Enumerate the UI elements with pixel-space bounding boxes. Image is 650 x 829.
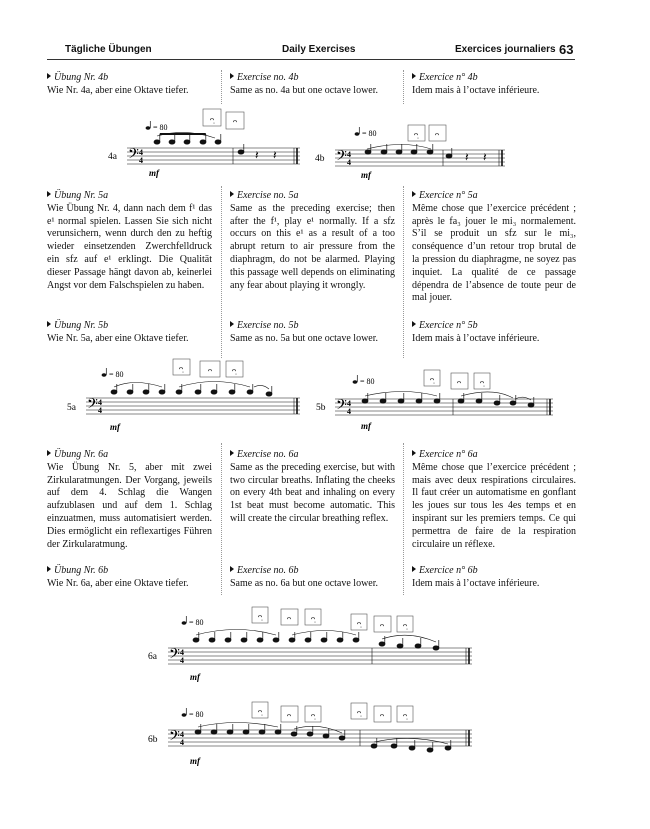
exercise-text: Wie Nr. 5a, aber eine Oktave tiefer. xyxy=(47,332,189,344)
tempo-marking xyxy=(182,708,204,719)
score-5a xyxy=(64,358,304,434)
exercise-text: Wie Nr. 6a, aber eine Oktave tiefer. xyxy=(47,577,189,589)
column-divider xyxy=(403,186,404,358)
header-french-title: Exercices journaliers xyxy=(455,44,556,55)
svg-text:ᴖ̣: ᴖ̣ xyxy=(232,366,236,375)
svg-text:mf: mf xyxy=(149,168,159,178)
svg-text:4: 4 xyxy=(347,399,351,408)
svg-text:𝄢: 𝄢 xyxy=(169,728,180,747)
exercise-title: Exercise no. 6b xyxy=(237,565,299,576)
svg-text:= 80: = 80 xyxy=(362,129,377,138)
column-divider xyxy=(403,70,404,104)
svg-text:4: 4 xyxy=(139,156,143,165)
exercise-5a-french xyxy=(412,190,576,305)
svg-text:4: 4 xyxy=(98,406,102,415)
page-number: 63 xyxy=(559,42,574,57)
play-marker-icon xyxy=(230,450,234,456)
svg-text:ᴖ̣: ᴖ̣ xyxy=(258,612,262,621)
play-marker-icon xyxy=(230,73,234,79)
svg-text:ᴖ̣: ᴖ̣ xyxy=(210,115,214,124)
svg-text:mf: mf xyxy=(190,756,200,766)
tempo-marking xyxy=(102,368,124,379)
running-header xyxy=(47,44,575,60)
column-divider xyxy=(221,443,222,595)
svg-text:4a: 4a xyxy=(108,152,117,162)
exercise-5a-english xyxy=(230,190,395,292)
svg-text:𝄢: 𝄢 xyxy=(87,396,98,415)
exercise-title: Exercise no. 4b xyxy=(237,72,299,83)
tempo-marking xyxy=(355,127,377,138)
svg-text:𝄢: 𝄢 xyxy=(336,148,347,167)
exercise-text: Idem mais à l’octave inférieure. xyxy=(412,84,540,96)
exercise-6b-french xyxy=(412,565,576,591)
exercise-text: Wie Übung Nr. 4, dann nach dem f¹ das e¹ normal spielen. Lassen Sie sich nicht verunsichern, wenn durch den zu heftig wieder einsetzenden Zwerchfelldruck ein sfz auf e¹ erklingt. Die Qualität dieser Passage hängt davon ab, keinerlei Angst vor dem Falschspielen zu haben. xyxy=(47,202,212,291)
header-english-title: Daily Exercises xyxy=(282,44,356,55)
play-marker-icon xyxy=(47,73,51,79)
exercise-5a-german xyxy=(47,190,212,292)
score-4b xyxy=(313,120,513,182)
header-rule xyxy=(47,59,575,60)
svg-text:4: 4 xyxy=(180,656,184,665)
exercise-text: Wie Übung Nr. 5, aber mit zwei Zirkularatmungen. Der Vorgang, jeweils auf dem 4. Schlag die Wangen aufzublasen und auf dem 1. Schlag einzuatmen, muss automatisiert werden. Dies ermöglicht ein reflexartiges Führen der Zirkularatmung. xyxy=(47,461,212,550)
play-marker-icon xyxy=(47,450,51,456)
svg-text:4: 4 xyxy=(347,158,351,167)
exercise-5b-english xyxy=(230,320,395,346)
svg-text:ᴖ̣: ᴖ̣ xyxy=(480,378,484,387)
score-5b xyxy=(313,365,558,435)
exercise-5b-french xyxy=(412,320,576,346)
column-divider xyxy=(403,443,404,595)
exercise-title: Übung Nr. 6b xyxy=(54,565,109,576)
exercise-text: Wie Nr. 4a, aber eine Oktave tiefer. xyxy=(47,84,189,96)
svg-text:𝄢: 𝄢 xyxy=(128,146,139,165)
play-marker-icon xyxy=(47,566,51,572)
svg-text:mf: mf xyxy=(361,170,371,180)
svg-text:𝄢: 𝄢 xyxy=(336,397,347,416)
header-german-title: Tägliche Übungen xyxy=(65,44,152,55)
exercise-title: Exercice n° 6b xyxy=(419,565,478,576)
svg-text:mf: mf xyxy=(110,422,120,432)
exercise-title: Exercice n° 5b xyxy=(419,320,478,331)
svg-text:ᴖ: ᴖ xyxy=(233,117,237,126)
exercise-6b-german xyxy=(47,565,212,591)
svg-text:𝄽: 𝄽 xyxy=(465,150,469,164)
svg-text:𝄽: 𝄽 xyxy=(255,148,259,162)
exercise-title: Übung Nr. 5b xyxy=(54,320,109,331)
svg-text:= 80: = 80 xyxy=(189,618,204,627)
column-divider xyxy=(221,70,222,104)
exercise-title: Übung Nr. 4b xyxy=(54,72,109,83)
svg-text:ᴖ̣: ᴖ̣ xyxy=(414,130,418,139)
svg-text:5a: 5a xyxy=(67,403,76,413)
svg-text:ᴖ̣: ᴖ̣ xyxy=(179,364,183,373)
svg-text:ᴖ: ᴖ xyxy=(287,614,291,623)
svg-text:ᴖ̣: ᴖ̣ xyxy=(258,707,262,716)
score-6b xyxy=(146,700,486,774)
svg-text:ᴖ̣: ᴖ̣ xyxy=(430,375,434,384)
exercise-5b-german xyxy=(47,320,212,346)
svg-text:ᴖ̣: ᴖ̣ xyxy=(311,711,315,720)
svg-text:𝄽: 𝄽 xyxy=(483,150,487,164)
exercise-6a-english xyxy=(230,449,395,526)
exercise-text: Idem mais à l’octave inférieure. xyxy=(412,332,540,344)
svg-text:ᴖ̣: ᴖ̣ xyxy=(403,711,407,720)
tempo-marking xyxy=(146,121,168,132)
exercise-6a-french xyxy=(412,449,576,551)
svg-text:𝄽: 𝄽 xyxy=(273,148,277,162)
score-6a xyxy=(146,606,486,686)
play-marker-icon xyxy=(412,191,416,197)
exercise-text: Same as no. 6a but one octave lower. xyxy=(230,577,379,589)
exercise-4b-english xyxy=(230,72,395,98)
svg-text:4: 4 xyxy=(180,738,184,747)
score-4a xyxy=(105,108,305,180)
play-marker-icon xyxy=(230,321,234,327)
svg-text:= 80: = 80 xyxy=(360,377,375,386)
svg-text:4: 4 xyxy=(180,730,184,739)
svg-text:4: 4 xyxy=(139,148,143,157)
play-marker-icon xyxy=(412,566,416,572)
svg-text:6a: 6a xyxy=(148,652,157,662)
svg-text:ᴖ̣: ᴖ̣ xyxy=(357,708,361,717)
exercise-title: Exercise no. 5a xyxy=(237,190,299,201)
play-marker-icon xyxy=(412,73,416,79)
svg-text:ᴖ: ᴖ xyxy=(435,130,439,139)
svg-text:5b: 5b xyxy=(316,403,326,413)
svg-text:ᴖ̣: ᴖ̣ xyxy=(357,619,361,628)
svg-text:mf: mf xyxy=(190,672,200,682)
exercise-4b-german xyxy=(47,72,212,98)
tempo-marking xyxy=(182,616,204,627)
svg-text:𝄢: 𝄢 xyxy=(169,646,180,665)
exercise-title: Exercise no. 6a xyxy=(237,449,299,460)
exercise-text: Idem mais à l’octave inférieure. xyxy=(412,577,540,589)
exercise-title: Übung Nr. 6a xyxy=(54,449,109,460)
svg-text:ᴖ̣: ᴖ̣ xyxy=(311,614,315,623)
exercise-text: Same as no. 4a but one octave lower. xyxy=(230,84,379,96)
exercise-4b-french xyxy=(412,72,576,98)
play-marker-icon xyxy=(230,191,234,197)
play-marker-icon xyxy=(412,450,416,456)
exercise-title: Exercice n° 5a xyxy=(419,190,478,201)
svg-text:4: 4 xyxy=(347,407,351,416)
exercise-text: Same as the preceding exercise, but with two circular breaths. Inflating the cheeks on every 4th beat and inhaling on every 1st beat must become automatic. This will create the circular breathing reflex. xyxy=(230,461,395,524)
exercise-title: Übung Nr. 5a xyxy=(54,190,109,201)
svg-text:ᴖ̣: ᴖ̣ xyxy=(403,621,407,630)
svg-text:4: 4 xyxy=(180,648,184,657)
play-marker-icon xyxy=(47,191,51,197)
svg-text:4: 4 xyxy=(98,398,102,407)
svg-text:= 80: = 80 xyxy=(189,710,204,719)
exercise-title: Exercice n° 6a xyxy=(419,449,478,460)
svg-text:= 80: = 80 xyxy=(109,370,124,379)
svg-text:ᴖ: ᴖ xyxy=(208,366,212,375)
exercise-text: Même chose que l’exercice précédent ; mais avec deux respirations circulaires. Il faut créer un automatisme en gonflant les joues sur tous les 4es temps et en inspirant sur les premiers temps. Ce qui permettra de faire de la respiration circulaire un réflexe. xyxy=(412,461,576,550)
column-divider xyxy=(221,186,222,358)
play-marker-icon xyxy=(230,566,234,572)
svg-text:4b: 4b xyxy=(315,154,325,164)
exercise-title: Exercice n° 4b xyxy=(419,72,478,83)
svg-text:= 80: = 80 xyxy=(153,123,168,132)
svg-text:ᴖ: ᴖ xyxy=(287,711,291,720)
exercise-6a-german xyxy=(47,449,212,551)
exercise-text: Same as the preceding exercise; then after the f¹, play e¹ normally. If a sfz occurs on this e¹ as a result of a too abrupt return to air pressure from the diaphragm, do not be alarmed. Playing this passage well depends on eliminating any fear about playing it wrongly. xyxy=(230,202,395,291)
svg-text:ᴖ: ᴖ xyxy=(457,378,461,387)
svg-text:4: 4 xyxy=(347,150,351,159)
tempo-marking xyxy=(353,375,375,386)
svg-text:mf: mf xyxy=(361,421,371,431)
play-marker-icon xyxy=(47,321,51,327)
exercise-text: Même chose que l’exercice précédent ; après le fa₃ jouer le mi₃ normalement. S’il se produit un sfz sur le mi₃, conséquence d’un retour trop brutal de la pression du diaphragme, ne soyez pas inquiet. La qualité de ce passage dépendra de l’absence de toute peur de mal jouer. xyxy=(412,202,576,304)
svg-text:ᴖ: ᴖ xyxy=(380,621,384,630)
exercise-text: Same as no. 5a but one octave lower. xyxy=(230,332,379,344)
exercise-title: Exercise no. 5b xyxy=(237,320,299,331)
play-marker-icon xyxy=(412,321,416,327)
svg-text:6b: 6b xyxy=(148,735,158,745)
svg-text:ᴖ: ᴖ xyxy=(380,711,384,720)
exercise-6b-english xyxy=(230,565,395,591)
